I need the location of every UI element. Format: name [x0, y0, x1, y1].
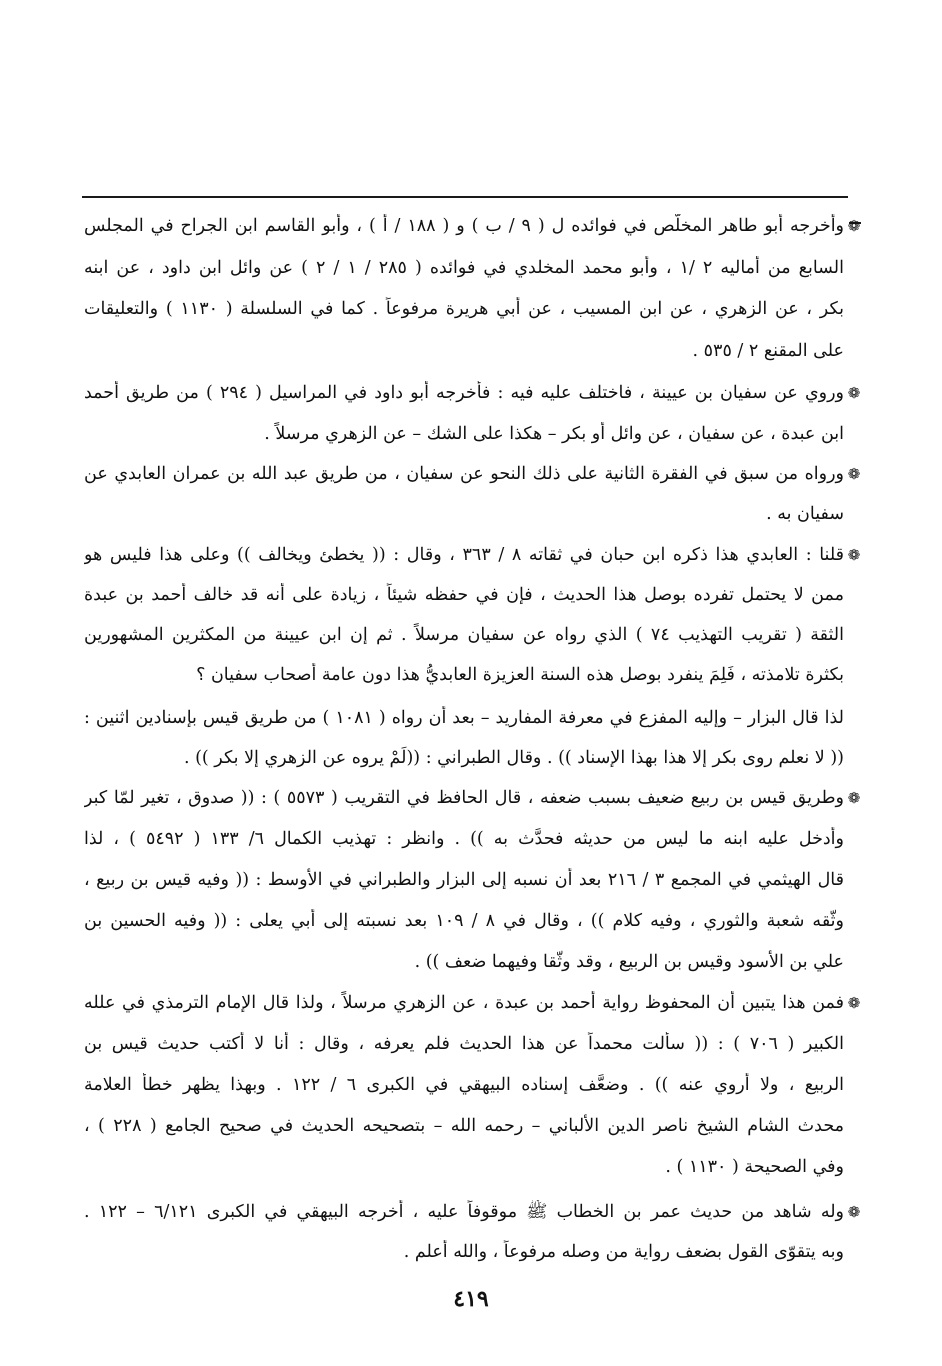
text-line: الثقة ( تقريب التهذيب ٧٤ ) الذي رواه عن سفيان مرسلاً . ثم إن ابن عيينة من المكثرين المشهورين — [84, 625, 844, 645]
text-line: وأدخل عليه ابنه ما ليس من حديثه فحدَّث به )) . وانظر : تهذيب الكمال ٦/ ١٣٣ ( ٥٤٩٢ ) ، لذا — [84, 829, 844, 849]
text-line: وطريق قيس بن ربيع ضعيف بسبب ضعفه ، قال الحافظ في التقريب ( ٥٥٧٣ ) : (( صدوق ، تغير لمّا كبر — [84, 788, 844, 808]
text-line: لذا قال البزار – وإليه المفزع في معرفة المفاريد – بعد أن رواه ( ١٠٨١ ) من طريق قيس بإسنادين اثنين : — [84, 708, 844, 728]
text-line: سفيان به . — [766, 504, 844, 524]
text-line: وبه يتقوّى القول بضعف رواية من وصله مرفوعاً ، والله أعلم . — [403, 1242, 844, 1262]
text-line: وروي عن سفيان بن عيينة ، فاختلف عليه فيه : فأخرجه أبو داود في المراسيل ( ٢٩٤ ) من طريق أحمد — [84, 383, 844, 403]
text-line: ورواه من سبق في الفقرة الثانية على ذلك النحو عن سفيان ، من طريق عبد الله بن عمران العابدي عن — [84, 464, 844, 484]
text-line: بكثرة تلامذته ، فَلِمَ ينفرد بوصل هذه السنة العزيزة العابديُّ هذا دون عامة أصحاب سفيان ؟ — [196, 665, 844, 685]
text-line: على المقنع ٢ / ٥٣٥ . — [692, 341, 844, 361]
text-line: وثّقه شعبة والثوري ، وفيه كلام )) ، وقال في ٨ / ١٠٩ بعد نسبته إلى أبي يعلى : (( وفيه الحسين بن — [84, 911, 844, 931]
text-line: وله شاهد من حديث عمر بن الخطاب ﷺ موقوفاً عليه ، أخرجه البيهقي في الكبرى ٦/١٢١ – ١٢٢ . — [84, 1202, 844, 1222]
text-line: قال الهيثمي في المجمع ٣ / ٢١٦ بعد أن نسبه إلى البزار والطبراني في الأوسط : (( وفيه قيس بن ربيع ، — [84, 870, 844, 890]
text-line: الكبير ( ٧٠٦ ) : (( سألت محمداً عن هذا الحديث فلم يعرفه ، وقال : أنا لا أكتب حديث قيس بن — [84, 1034, 844, 1054]
text-line: السابع من أماليه ٢ /١ ، وأبو محمد المخلدي في فوائده ( ٢٨٥ / ١ / ٢ ) عن وائل ابن داود ، عن ابنه — [84, 258, 844, 278]
page-number: ٤١٩ — [453, 1286, 489, 1312]
text-line: وفي الصحيحة ( ١١٣٠ ) . — [665, 1157, 844, 1177]
text-line: علي بن الأسود وقيس بن الربيع ، وقد وثّقا وفيهما ضعف )) . — [414, 952, 844, 972]
text-line: قلنا : العابدي هذا ذكره ابن حبان في ثقاته ٨ / ٣٦٣ ، وقال : (( يخطئ ويخالف )) وعلى هذا فليس هو — [84, 545, 844, 565]
text-line: ممن لا يحتمل تفرده بوصل هذا الحديث ، فإن في حفظه شيئاً ، زيادة على أنه قد خالف أحمد بن عبدة — [84, 585, 844, 605]
paragraph-bullet-icon: ❁ — [847, 384, 861, 402]
text-line: (( لا نعلم روى بكر إلا هذا بهذا الإسناد )) . وقال الطبراني : ((لَمْ يروه عن الزهري إلا بكر )) . — [183, 748, 844, 768]
text-line: بكر ، عن الزهري ، عن ابن المسيب ، عن أبي هريرة مرفوعاً . كما في السلسلة ( ١١٣٠ ) والتعليقات — [84, 299, 844, 319]
text-line: محدث الشام الشيخ ناصر الدين الألباني – رحمه الله – بتصحيحه الحديث في صحيح الجامع ( ٢٢٨ ) ، — [84, 1116, 844, 1136]
text-line: فمن هذا يتبين أن المحفوظ رواية أحمد بن عبدة ، عن الزهري مرسلاً ، ولذا قال الإمام الترمذي في علله — [84, 993, 844, 1013]
paragraph-bullet-icon: ❁ — [847, 789, 861, 807]
text-line: الربيع ، ولا أروي عنه )) . وضعَّف إسناده البيهقي في الكبرى ٦ / ١٢٢ . وبهذا يظهر خطأ العلامة — [84, 1075, 844, 1095]
paragraph-bullet-icon: ❁ — [847, 217, 861, 235]
text-line: وأخرجه أبو طاهر المخلّص في فوائده ل ( ٩ / ب ) و ( ١٨٨ / أ ) ، وأبو القاسم ابن الجراح في المجلس — [84, 216, 844, 236]
paragraph-bullet-icon: ❁ — [847, 465, 861, 483]
paragraph-bullet-icon: ❁ — [847, 994, 861, 1012]
paragraph-bullet-icon: ❁ — [847, 546, 861, 564]
footnote-separator-rule — [82, 196, 848, 198]
paragraph-bullet-icon: ❁ — [847, 1203, 861, 1221]
text-line: ابن عبدة ، عن سفيان ، عن وائل أو بكر – هكذا على الشك – عن الزهري مرسلاً . — [264, 424, 844, 444]
